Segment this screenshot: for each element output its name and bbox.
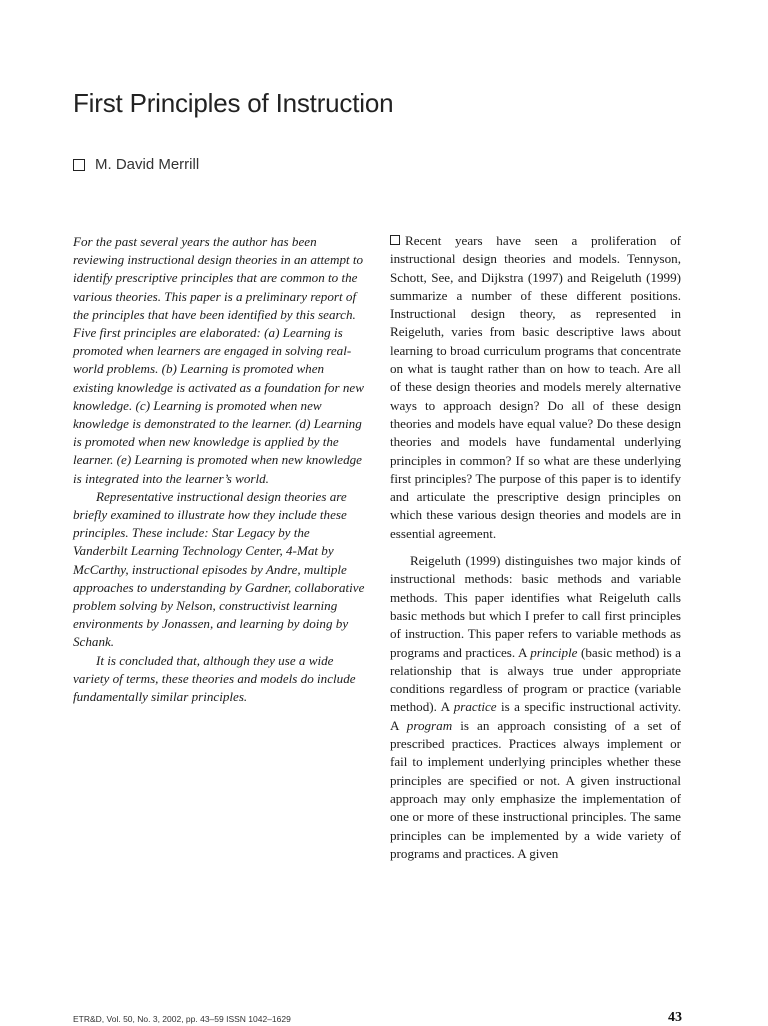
- page-number: 43: [668, 1010, 682, 1025]
- square-bullet-icon: [390, 235, 400, 245]
- term-principle: principle: [530, 644, 578, 660]
- body-text-segment: is an approach consisting of a set of prescribed practices. Practices always implement or fail to implement underlying principles whether these principles are specified or not. A given instructional approach may only emphasize the implementation of one or more of these instructional principles. The same principles can be implemented by a wide variety of programs and practices. A given: [390, 717, 681, 861]
- abstract-paragraph: Representative instructional design theories are briefly examined to illustrate how they include these principles. These include: Star Legacy by the Vanderbilt Learning Technology Center, 4-Mat by McCarthy, instructional episodes by Andre, multiple approaches to understanding by Gardner, collaborative problem solving by Nelson, constructivist learning environments by Jonassen, and learning by doing by Schank.: [73, 488, 365, 650]
- body-paragraph: [390, 552, 681, 863]
- author-line: [73, 156, 199, 173]
- body-paragraph: [390, 232, 681, 543]
- term-program: program: [406, 717, 453, 733]
- body-text-segment: Reigeluth (1999) distinguishes two major kinds of instructional methods: basic methods and variable methods. This paper identifies what Reigeluth calls basic methods but which I prefer to call first principles of instruction. This paper refers to variable methods as programs and practices. A: [390, 553, 681, 660]
- abstract-paragraph: For the past several years the author has been reviewing instructional design theories in an attempt to identify prescriptive principles that are common to the various theories. This paper is a preliminary report of the principles that have been identified by this search. Five first principles are elaborated: (a) Learning is promoted when learners are engaged in solving real-world problems. (b) Learning is promoted when existing knowledge is activated as a foundation for new knowledge. (c) Learning is promoted when new knowledge is demonstrated to the learner. (d) Learning is promoted when new knowledge is applied by the learner. (e) Learning is promoted when new knowledge is integrated into the learner’s world.: [73, 234, 364, 486]
- abstract-paragraph: It is concluded that, although they use a wide variety of terms, these theories and models do include fundamentally similar principles.: [73, 652, 356, 705]
- paper-title: First Principles of Instruction: [73, 88, 394, 118]
- journal-citation: ETR&D, Vol. 50, No. 3, 2002, pp. 43–59 ISSN 1042–1629: [73, 1014, 291, 1024]
- body-text-segment: (basic method) is a relationship that is always true under appropriate conditions regardless of program or practice (variable method). A: [390, 644, 681, 715]
- square-bullet-icon: [73, 159, 85, 171]
- term-practice: practice: [453, 699, 497, 715]
- abstract: [73, 233, 365, 706]
- author-name: M. David Merrill: [95, 156, 200, 173]
- body-text: [390, 232, 681, 863]
- body-paragraph-text: Recent years have seen a proliferation of instructional design theories and models. Tennyson, Schott, See, and Dijkstra (1997) and Reigeluth (1999) summarize a number of these different positions. Instructional design theory, as represented in Reigeluth, varies from basic descriptive laws about learning to broad curriculum programs that concentrate on what is taught rather than on how to teach. Are all of these design theories and models merely alternative ways to approach design? Do all of these design theories and models have equal value? Do these design theories and models have fundamental underlying principles in common? If so what are these underlying first principles? The purpose of this paper is to identify and articulate the prescriptive design principles on which these various design theories and models are in essential agreement.: [390, 233, 681, 541]
- body-text-segment: is a specific instructional activity. A: [390, 699, 682, 733]
